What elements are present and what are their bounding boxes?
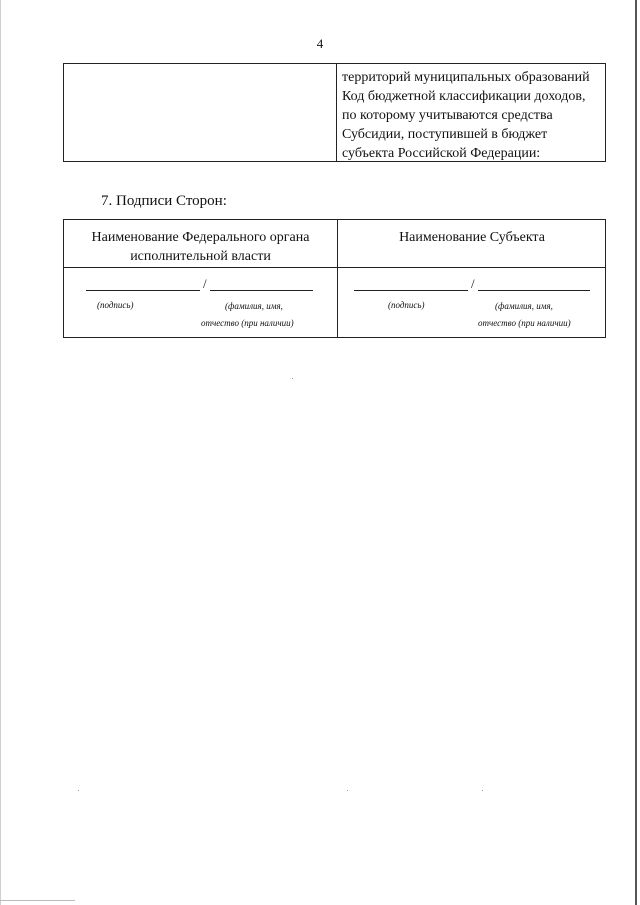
- name-caption: отчество (при наличии): [201, 318, 294, 328]
- subject-header: Наименование Субъекта: [399, 230, 545, 245]
- column-divider: [336, 64, 337, 161]
- name-line: [478, 290, 590, 291]
- signature-table: [63, 219, 606, 338]
- name-caption: (фамилия, имя,: [225, 301, 283, 311]
- scan-speck: [347, 790, 348, 791]
- signature-line: [354, 290, 468, 291]
- signature-caption: (подпись): [97, 300, 134, 310]
- scan-speck: [482, 790, 483, 791]
- page-number: 4: [316, 36, 324, 51]
- slash-separator: /: [203, 276, 207, 291]
- page-edge-right: [635, 0, 637, 905]
- row-divider: [64, 267, 605, 268]
- scan-edge-mark: [0, 900, 75, 901]
- slash-separator: /: [471, 276, 475, 291]
- text-line: территорий муниципальных образований: [342, 70, 590, 85]
- federal-authority-header: [64, 228, 337, 266]
- text-line: по которому учитываются средства: [342, 108, 553, 123]
- signature-line: [86, 290, 200, 291]
- header-line: Наименование Федерального органа: [91, 230, 310, 245]
- header-line: исполнительной власти: [130, 249, 271, 264]
- name-line: [210, 290, 313, 291]
- scan-speck: [78, 790, 79, 791]
- text-line: Субсидии, поступившей в бюджет: [342, 127, 548, 142]
- section-heading: 7. Подписи Сторон:: [101, 193, 227, 209]
- top-table: [63, 63, 606, 162]
- scan-speck: [292, 378, 293, 379]
- name-caption: (фамилия, имя,: [495, 301, 553, 311]
- name-caption: отчество (при наличии): [478, 318, 571, 328]
- text-line: субъекта Российской Федерации:: [342, 146, 541, 161]
- page-edge-left: [0, 0, 1, 905]
- text-line: Код бюджетной классификации доходов,: [342, 89, 586, 104]
- top-table-right-cell: [342, 68, 604, 163]
- signature-caption: (подпись): [388, 300, 425, 310]
